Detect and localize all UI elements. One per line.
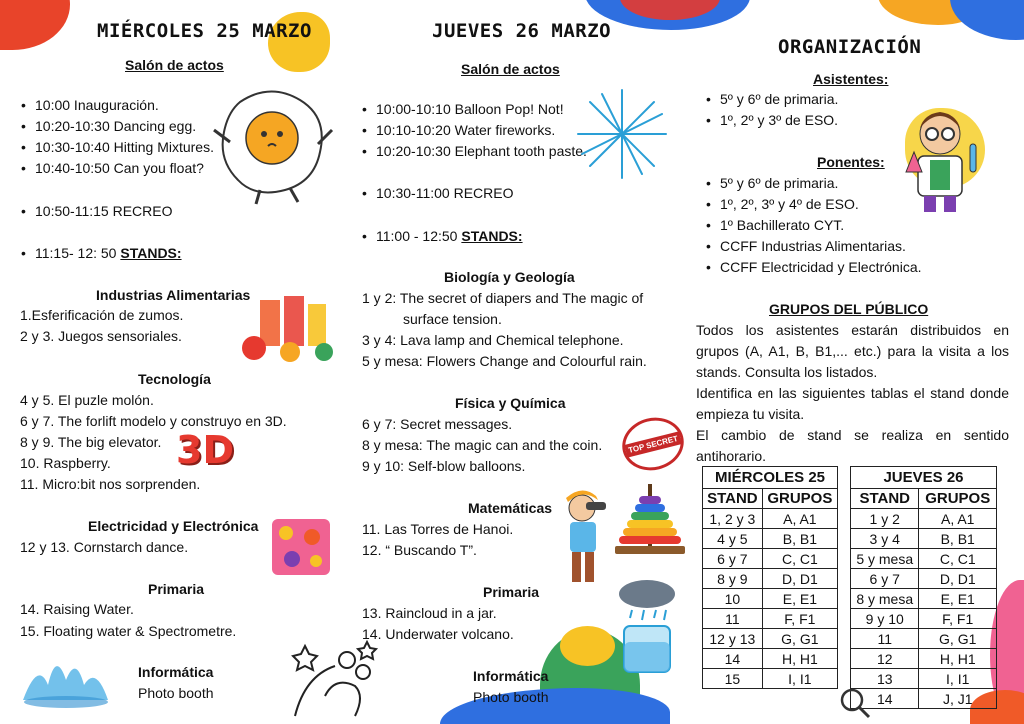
section-primaria-wed: Primaria bbox=[148, 581, 205, 597]
break-wednesday bbox=[19, 201, 172, 222]
schedule-thursday bbox=[360, 99, 587, 162]
table-cell: F, F1 bbox=[762, 609, 837, 629]
section-electricidad: Electricidad y Electrónica bbox=[88, 518, 259, 534]
table-row bbox=[703, 529, 838, 549]
table-wednesday bbox=[702, 466, 838, 689]
list-item: • 5º y 6º de primaria. bbox=[704, 173, 922, 194]
grupos-paragraph-2: Identifica en las siguientes tablas el stand donde empieza tu visita. bbox=[696, 385, 1009, 422]
list-item: 11. Micro:bit nos sorprenden. bbox=[20, 476, 201, 492]
water-splash-icon bbox=[18, 650, 113, 710]
list-item: 1.Esferificación de zumos. bbox=[20, 307, 184, 323]
informatica-text-thu: Photo booth bbox=[473, 689, 549, 705]
list-item: • CCFF Industrias Alimentarias. bbox=[704, 236, 922, 257]
table-cell: 1 y 2 bbox=[851, 509, 919, 529]
table-row bbox=[851, 689, 997, 709]
table-caption: MIÉRCOLES 25 bbox=[703, 467, 838, 489]
table-row bbox=[851, 509, 997, 529]
asistentes-list bbox=[704, 89, 838, 131]
table-row bbox=[851, 589, 997, 609]
table-cell: 8 y 9 bbox=[703, 569, 763, 589]
table-cell: J, J1 bbox=[919, 689, 997, 709]
venue-thursday: Salón de actos bbox=[461, 61, 560, 77]
list-item: • 1º, 2º, 3º y 4º de ESO. bbox=[704, 194, 922, 215]
table-row bbox=[703, 649, 838, 669]
egg-character-icon bbox=[210, 82, 335, 207]
table-cell: D, D1 bbox=[762, 569, 837, 589]
section-industrias: Industrias Alimentarias bbox=[96, 287, 251, 303]
table-cell: I, I1 bbox=[919, 669, 997, 689]
section-primaria-thu: Primaria bbox=[483, 584, 540, 600]
table-cell: 14 bbox=[703, 649, 763, 669]
ponentes-list bbox=[704, 173, 922, 278]
section-informatica-thu: Informática bbox=[473, 668, 549, 684]
table-cell: I, I1 bbox=[762, 669, 837, 689]
stands-label: STANDS: bbox=[461, 228, 523, 244]
list-item: 15. Floating water & Spectrometre. bbox=[20, 623, 237, 639]
table-cell: 13 bbox=[851, 669, 919, 689]
list-item bbox=[19, 243, 182, 264]
table-cell: B, B1 bbox=[919, 529, 997, 549]
column-header: GRUPOS bbox=[919, 489, 997, 509]
column-header: GRUPOS bbox=[762, 489, 837, 509]
magnifier-icon bbox=[838, 686, 872, 720]
list-item: • 10:50-11:15 RECREO bbox=[19, 201, 172, 222]
table-cell: H, H1 bbox=[762, 649, 837, 669]
list-item: • 10:00-10:10 Balloon Pop! Not! bbox=[360, 99, 587, 120]
list-item: 5 y mesa: Flowers Change and Colourful rain. bbox=[362, 353, 647, 369]
grupos-title: GRUPOS DEL PÚBLICO bbox=[769, 301, 929, 317]
list-item: • 10:30-11:00 RECREO bbox=[360, 183, 513, 204]
table-cell: C, C1 bbox=[762, 549, 837, 569]
list-item: 1 y 2: The secret of diapers and The magic of bbox=[362, 290, 644, 306]
list-item: • CCFF Electricidad y Electrónica. bbox=[704, 257, 922, 278]
line-art-doodle-icon bbox=[285, 636, 385, 724]
table-row bbox=[703, 589, 838, 609]
table-cell: E, E1 bbox=[919, 589, 997, 609]
table-cell: G, G1 bbox=[919, 629, 997, 649]
table-row bbox=[703, 569, 838, 589]
list-item: 12 y 13. Cornstarch dance. bbox=[20, 539, 189, 555]
list-item: • 10:20-10:30 Dancing egg. bbox=[19, 116, 214, 137]
table-cell: G, G1 bbox=[762, 629, 837, 649]
juice-glasses-icon bbox=[240, 292, 340, 362]
list-item: 9 y 10: Self-blow balloons. bbox=[362, 458, 526, 474]
list-item: • 10:00 Inauguración. bbox=[19, 95, 214, 116]
table-cell: 6 y 7 bbox=[851, 569, 919, 589]
table-cell: H, H1 bbox=[919, 649, 997, 669]
informatica-text-wed: Photo booth bbox=[138, 685, 214, 701]
table-cell: 5 y mesa bbox=[851, 549, 919, 569]
table-cell: 9 y 10 bbox=[851, 609, 919, 629]
list-item: • 1º, 2º y 3º de ESO. bbox=[704, 110, 838, 131]
stands-thursday bbox=[360, 226, 523, 247]
grupos-paragraph-3: El cambio de stand se realiza en sentido antihorario. bbox=[696, 427, 1009, 464]
table-cell: 11 bbox=[703, 609, 763, 629]
table-cell: 15 bbox=[703, 669, 763, 689]
table-cell: A, A1 bbox=[762, 509, 837, 529]
table-row bbox=[703, 549, 838, 569]
list-item: 2 y 3. Juegos sensoriales. bbox=[20, 328, 182, 344]
fireworks-icon bbox=[572, 84, 672, 184]
list-item: • 1º Bachillerato CYT. bbox=[704, 215, 922, 236]
raincloud-jar-icon bbox=[614, 576, 680, 676]
organizacion-title: ORGANIZACIÓN bbox=[778, 36, 922, 58]
table-cell: 6 y 7 bbox=[703, 549, 763, 569]
ponentes-title: Ponentes: bbox=[817, 154, 885, 170]
list-item: 12. “ Buscando T”. bbox=[362, 542, 477, 558]
table-cell: 1, 2 y 3 bbox=[703, 509, 763, 529]
grupos-paragraph-1: Todos los asistentes estarán distribuidos en grupos (A, A1, B, B1,... etc.) para la visita a los stands. Consulta los listados. bbox=[696, 322, 1009, 380]
table-thursday bbox=[850, 466, 997, 709]
table-row bbox=[851, 669, 997, 689]
section-matematicas: Matemáticas bbox=[468, 500, 553, 516]
stands-time: 11:15- 12: 50 bbox=[35, 245, 121, 261]
table-cell: 8 y mesa bbox=[851, 589, 919, 609]
table-cell: C, C1 bbox=[919, 549, 997, 569]
table-row bbox=[851, 649, 997, 669]
table-row bbox=[703, 509, 838, 529]
list-item: 4 y 5. El puzle molón. bbox=[20, 392, 154, 408]
section-tecnologia: Tecnología bbox=[138, 371, 211, 387]
table-row bbox=[703, 629, 838, 649]
list-item: 14. Underwater volcano. bbox=[362, 626, 514, 642]
list-item: 14. Raising Water. bbox=[20, 601, 134, 617]
section-biologia: Biología y Geología bbox=[444, 269, 575, 285]
day-title-thursday: JUEVES 26 MARZO bbox=[432, 20, 612, 42]
girl-binoculars-icon bbox=[560, 488, 612, 590]
list-item: 13. Raincloud in a jar. bbox=[362, 605, 497, 621]
list-item: • 10:40-10:50 Can you float? bbox=[19, 158, 214, 179]
column-header: STAND bbox=[851, 489, 919, 509]
table-row bbox=[703, 609, 838, 629]
list-item: 3 y 4: Lava lamp and Chemical telephone. bbox=[362, 332, 624, 348]
stands-time: 11:00 - 12:50 bbox=[376, 228, 462, 244]
list-item: • 10:20-10:30 Elephant tooth paste. bbox=[360, 141, 587, 162]
column-header: STAND bbox=[703, 489, 763, 509]
schedule-wednesday bbox=[19, 95, 214, 179]
list-item: 6 y 7. The forlift modelo y construyo en 3D. bbox=[20, 413, 287, 429]
table-row bbox=[851, 569, 997, 589]
list-item: • 10:10-10:20 Water fireworks. bbox=[360, 120, 587, 141]
section-informatica-wed: Informática bbox=[138, 664, 214, 680]
list-item: • 10:30-10:40 Hitting Mixtures. bbox=[19, 137, 214, 158]
list-item bbox=[360, 226, 523, 247]
table-cell: E, E1 bbox=[762, 589, 837, 609]
table-row bbox=[851, 529, 997, 549]
table-caption: JUEVES 26 bbox=[851, 467, 997, 489]
hanoi-tower-icon bbox=[615, 482, 685, 562]
table-cell: 11 bbox=[851, 629, 919, 649]
stands-wednesday bbox=[19, 243, 182, 264]
table-cell: 12 bbox=[851, 649, 919, 669]
table-row bbox=[851, 609, 997, 629]
table-cell: 12 y 13 bbox=[703, 629, 763, 649]
table-row bbox=[851, 629, 997, 649]
list-item: 11. Las Torres de Hanoi. bbox=[362, 521, 514, 537]
venue-wednesday: Salón de actos bbox=[125, 57, 224, 73]
list-item: surface tension. bbox=[403, 311, 502, 327]
table-cell: 14 bbox=[851, 689, 919, 709]
table-cell: 4 y 5 bbox=[703, 529, 763, 549]
pattern-square-icon bbox=[272, 519, 330, 575]
stamp-text: TOP SECRET bbox=[624, 431, 682, 457]
table-cell: D, D1 bbox=[919, 569, 997, 589]
list-item: 8 y 9. The big elevator. bbox=[20, 434, 162, 450]
list-item: • 5º y 6º de primaria. bbox=[704, 89, 838, 110]
list-item: 8 y mesa: The magic can and the coin. bbox=[362, 437, 603, 453]
scientist-kid-icon bbox=[890, 102, 990, 214]
table-cell: A, A1 bbox=[919, 509, 997, 529]
table-row bbox=[851, 549, 997, 569]
asistentes-title: Asistentes: bbox=[813, 71, 889, 87]
day-title-wednesday: MIÉRCOLES 25 MARZO bbox=[97, 20, 312, 42]
table-cell: 10 bbox=[703, 589, 763, 609]
table-cell: F, F1 bbox=[919, 609, 997, 629]
table-cell: B, B1 bbox=[762, 529, 837, 549]
break-thursday bbox=[360, 183, 513, 204]
list-item: 6 y 7: Secret messages. bbox=[362, 416, 513, 432]
stands-label: STANDS: bbox=[120, 245, 182, 261]
section-fisica: Física y Química bbox=[455, 395, 566, 411]
badge-3d: 3D bbox=[176, 428, 234, 472]
table-cell: 3 y 4 bbox=[851, 529, 919, 549]
list-item: 10. Raspberry. bbox=[20, 455, 111, 471]
table-row bbox=[703, 669, 838, 689]
